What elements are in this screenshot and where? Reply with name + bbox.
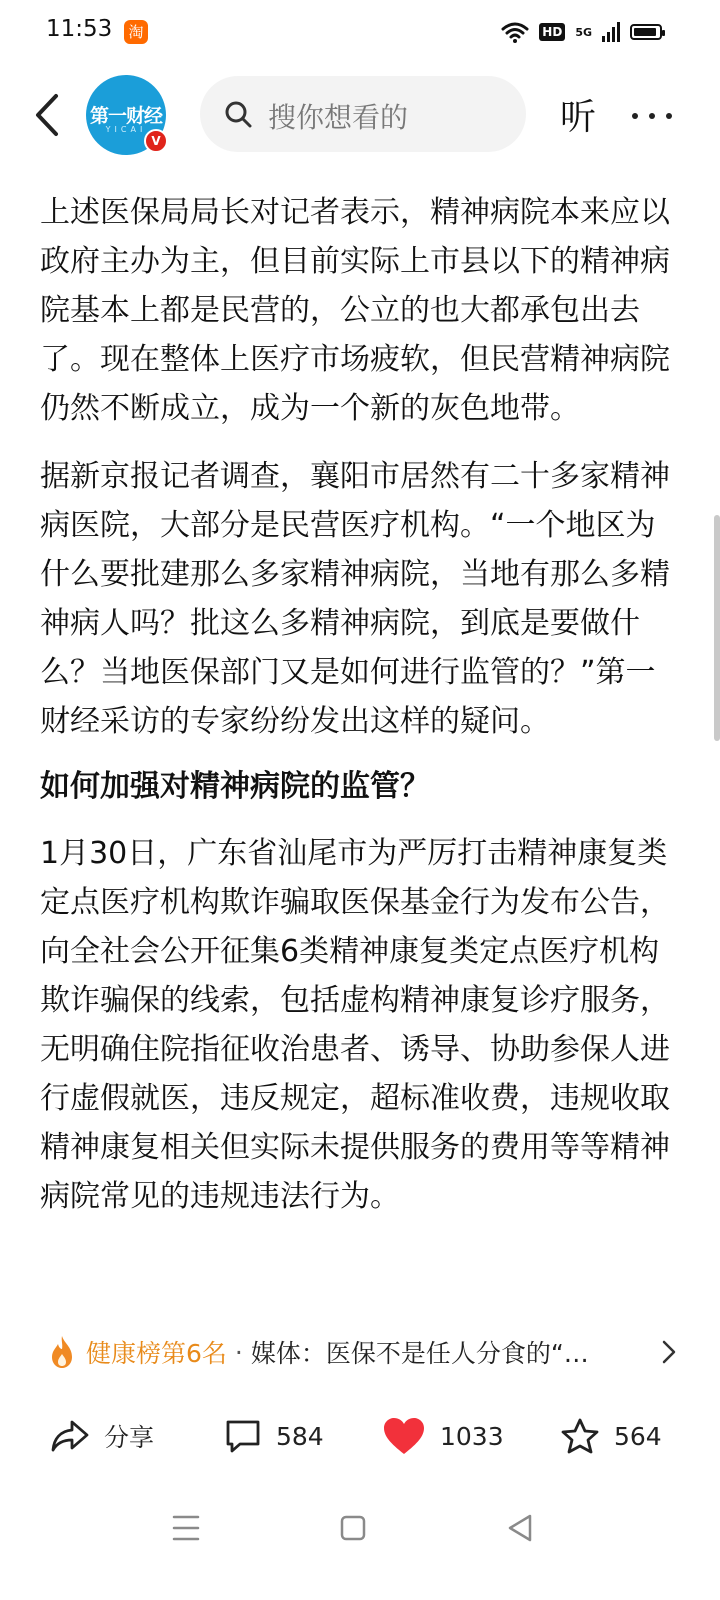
- flame-icon: [48, 1335, 76, 1369]
- heart-icon: [382, 1416, 426, 1456]
- menu-button[interactable]: [166, 1508, 206, 1548]
- wifi-icon: [501, 21, 529, 43]
- publisher-avatar[interactable]: [86, 75, 166, 155]
- chevron-right-icon: [660, 1337, 678, 1367]
- top-nav: [0, 64, 720, 168]
- taobao-app-icon: 淘: [124, 20, 148, 44]
- hd-badge: HD: [539, 23, 565, 41]
- avatar-logo-text: 第一财经: [89, 105, 162, 127]
- share-button[interactable]: [50, 1414, 154, 1458]
- ranking-separator: ·: [234, 1337, 243, 1367]
- menu-icon: [166, 1508, 206, 1548]
- search-input[interactable]: [200, 76, 526, 152]
- favorite-count: 564: [614, 1421, 662, 1451]
- system-nav-bar: [0, 1490, 720, 1560]
- hot-ranking-link[interactable]: [48, 1330, 678, 1374]
- back-button[interactable]: [30, 90, 64, 140]
- action-bar: [0, 1400, 720, 1470]
- scrollbar[interactable]: [714, 515, 720, 741]
- like-count: 1033: [440, 1421, 504, 1451]
- favorite-button[interactable]: [560, 1414, 662, 1458]
- section-heading: 如何加强对精神病院的监管？: [40, 769, 430, 804]
- share-icon: [50, 1418, 90, 1454]
- article-paragraph: 上述医保局局长对记者表示，精神病院本来应以政府主办为主，但目前实际上市县以下的精神病院基本上都是民营的，公立的也大都承包出去了。现在整体上医疗市场疲软，但民营精神病院仍然不断成立，成为一个新的灰色地带。: [40, 195, 670, 426]
- home-button[interactable]: [333, 1508, 373, 1548]
- search-placeholder: 搜你想看的: [268, 101, 409, 134]
- status-indicators: [501, 18, 662, 46]
- back-nav-button[interactable]: [500, 1508, 540, 1548]
- avatar-logo-subtext: YICAI: [105, 125, 147, 134]
- listen-button[interactable]: 听: [560, 97, 597, 138]
- status-time: 11:53: [46, 16, 113, 42]
- status-bar: [0, 0, 720, 64]
- signal-icon: [602, 22, 620, 42]
- article-paragraph: 1月30日，广东省汕尾市为严厉打击精神康复类定点医疗机构欺诈骗取医保基金行为发布公告，向全社会公开征集6类精神康复类定点医疗机构欺诈骗保的线索，包括虚构精神康复诊疗服务，无明确住院指征收治患者、诱导、协助参保人进行虚假就医，违反规定，超标准收费，违规收取精神康复相关但实际未提供服务的费用等等精神病院常见的违规违法行为。: [40, 836, 670, 1214]
- ranking-title: 媒体：医保不是任人分食的“…: [250, 1339, 589, 1368]
- comment-icon: [224, 1418, 262, 1454]
- home-square-icon: [333, 1508, 373, 1548]
- battery-level: [634, 28, 656, 36]
- ranking-label: 健康榜第6名: [86, 1339, 227, 1368]
- more-options-icon[interactable]: [630, 90, 674, 140]
- like-button[interactable]: [382, 1414, 504, 1458]
- chevron-left-icon: [30, 90, 64, 140]
- battery-icon: [630, 24, 662, 40]
- comment-count: 584: [276, 1421, 324, 1451]
- network-type-badge: 5G: [575, 25, 592, 39]
- triangle-back-icon: [500, 1508, 540, 1548]
- article-body: [40, 188, 680, 1240]
- verified-badge: V: [144, 129, 168, 153]
- star-icon: [560, 1417, 600, 1455]
- search-icon: [224, 100, 252, 128]
- comment-button[interactable]: [224, 1414, 324, 1458]
- share-label: 分享: [104, 1423, 155, 1452]
- article-paragraph: 据新京报记者调查，襄阳市居然有二十多家精神病医院，大部分是民营医疗机构。“一个地区为什么要批建那么多家精神病院，当地有那么多精神病人吗？批这么多精神病院，到底是要做什么？当地医保部门又是如何进行监管的？”第一财经采访的专家纷纷发出这样的疑问。: [40, 459, 670, 739]
